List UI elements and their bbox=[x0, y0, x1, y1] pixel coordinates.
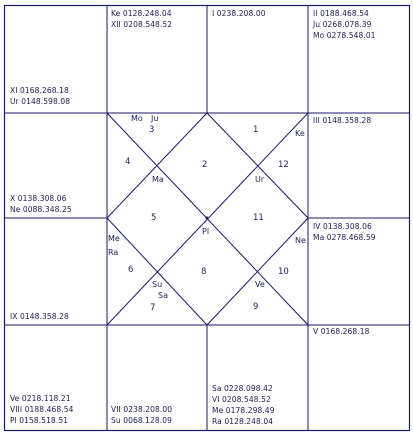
house-number-4: 4 bbox=[125, 157, 131, 167]
box-mid-upper-right bbox=[313, 115, 371, 126]
planet-ma: Ma bbox=[152, 175, 164, 184]
planet-ju: Ju bbox=[151, 114, 159, 123]
house-number-1: 1 bbox=[253, 125, 259, 135]
box-line: X 0138.308.06 bbox=[10, 194, 67, 203]
box-line: Mo 0278.548.01 bbox=[313, 31, 376, 40]
house-number-3: 3 bbox=[149, 125, 155, 135]
house-number-7: 7 bbox=[150, 303, 156, 313]
house-number-8: 8 bbox=[201, 267, 207, 277]
box-line: XI 0168.268.18 bbox=[10, 86, 69, 95]
box-line: Me 0178.298.49 bbox=[212, 406, 275, 415]
box-line: Sa 0228.098.42 bbox=[212, 384, 273, 393]
box-bottom-right bbox=[313, 326, 370, 337]
box-line: Ne 0088.348.25 bbox=[10, 205, 72, 214]
planet-ra: Ra bbox=[108, 248, 119, 257]
box-line: Ra 0128.248.04 bbox=[212, 417, 274, 426]
box-mid-upper-left bbox=[10, 193, 72, 215]
box-line: VI 0208.548.52 bbox=[212, 395, 271, 404]
box-line: V 0168.268.18 bbox=[313, 327, 370, 336]
planet-ne: Ne bbox=[295, 236, 306, 245]
box-mid-lower-left bbox=[10, 311, 69, 322]
planet-me: Me bbox=[108, 234, 120, 243]
planet-ve: Ve bbox=[255, 280, 265, 289]
house-number-9: 9 bbox=[253, 302, 259, 312]
box-line: XII 0208.548.52 bbox=[111, 20, 173, 29]
house-number-6: 6 bbox=[128, 265, 134, 275]
box-line: II 0188.468.54 bbox=[313, 9, 369, 18]
box-line: VIII 0188.468.54 bbox=[10, 405, 74, 414]
box-line: Ke 0128.248.04 bbox=[111, 9, 172, 18]
box-mid-lower-right bbox=[313, 221, 376, 243]
box-line: Ur 0148.598.08 bbox=[10, 97, 71, 106]
box-bottom-mid-left bbox=[111, 404, 172, 426]
box-bottom-mid-right bbox=[212, 383, 275, 427]
planet-ur: Ur bbox=[255, 175, 265, 184]
box-bottom-left bbox=[10, 393, 73, 426]
box-line: IX 0148.358.28 bbox=[10, 312, 69, 321]
planet-pl: Pl bbox=[202, 227, 210, 236]
box-line: Ju 0268.078.39 bbox=[313, 20, 372, 29]
center-dot bbox=[206, 217, 209, 220]
box-line: Pl 0158.518.51 bbox=[10, 416, 69, 425]
house-number-12: 12 bbox=[278, 160, 289, 170]
house-number-5: 5 bbox=[151, 213, 157, 223]
box-top-mid-right bbox=[212, 8, 266, 19]
planet-mo: Mo bbox=[131, 114, 143, 123]
planet-su: Su bbox=[152, 280, 163, 289]
house-number-2: 2 bbox=[202, 160, 208, 170]
box-line: IV 0138.308.06 bbox=[313, 222, 372, 231]
box-line: Ma 0278.468.59 bbox=[313, 233, 376, 242]
box-line: Su 0068.128.09 bbox=[111, 416, 173, 425]
box-line: Ve 0218.118.21 bbox=[10, 394, 71, 403]
box-line: III 0148.358.28 bbox=[313, 116, 372, 125]
box-line: I 0238.208.00 bbox=[212, 9, 266, 18]
house-number-10: 10 bbox=[278, 267, 289, 277]
box-top-mid-left bbox=[111, 8, 172, 30]
box-top-right bbox=[313, 8, 376, 41]
box-top-left bbox=[10, 85, 70, 107]
planet-sa: Sa bbox=[158, 291, 168, 300]
planet-ke: Ke bbox=[295, 129, 305, 138]
box-line: VII 0238.208.00 bbox=[111, 405, 173, 414]
house-number-11: 11 bbox=[253, 213, 264, 223]
